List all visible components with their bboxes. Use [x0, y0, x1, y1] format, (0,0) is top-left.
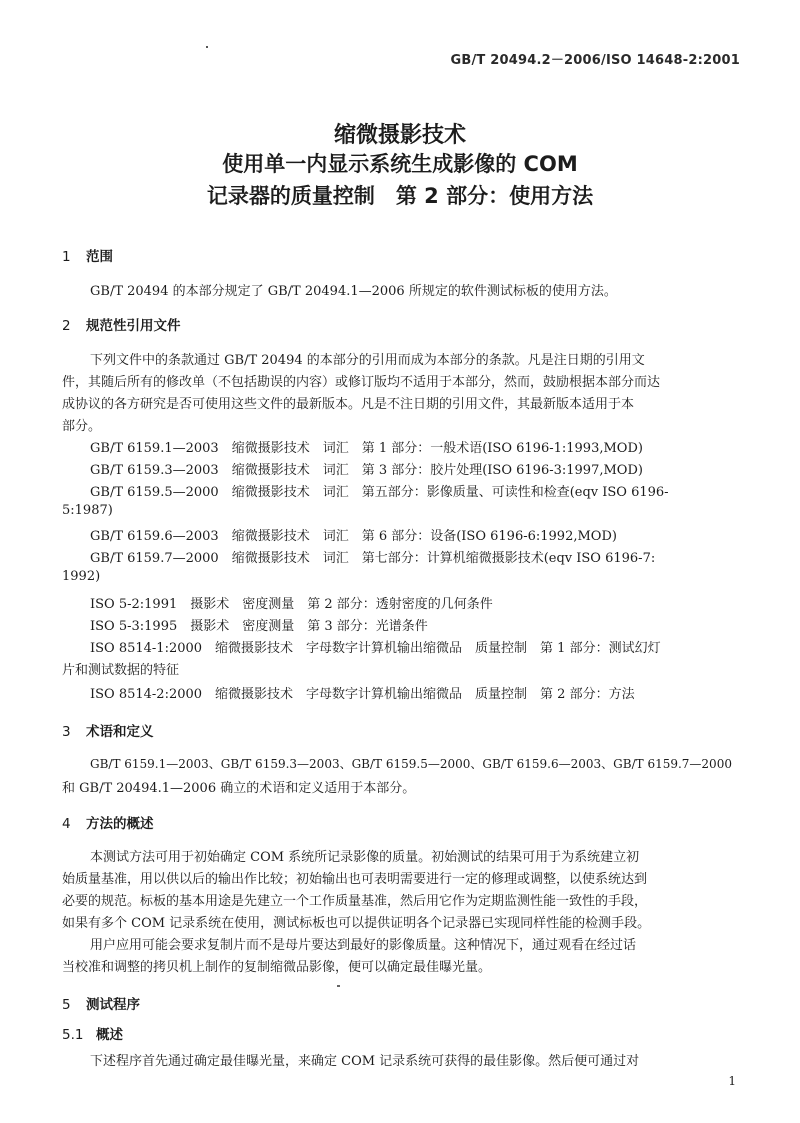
paragraph-line: 下述程序首先通过确定最佳曝光量，来确定 COM 记录系统可获得的最佳影像。然后便可通过对	[90, 1054, 640, 1069]
title-line-3: 记录器的质量控制 第 2 部分：使用方法	[206, 184, 594, 208]
paragraph-line: 件，其随后所有的修改单（不包括勘误的内容）或修订版均不适用于本部分，然而，鼓励根据本部分而达	[62, 375, 661, 390]
section-2-heading: 2 规范性引用文件	[62, 318, 181, 334]
reference-item: GB/T 6159.3—2003 缩微摄影技术 词汇 第 3 部分：胶片处理(ISO 6196-3:1997,MOD)	[90, 463, 643, 478]
section-1-heading: 1 范围	[62, 249, 113, 265]
reference-item: ISO 8514-2:2000 缩微摄影技术 字母数字计算机输出缩微品 质量控制 第 2 部分：方法	[90, 687, 635, 702]
paragraph-line: 和 GB/T 20494.1—2006 确立的术语和定义适用于本部分。	[62, 781, 416, 796]
section-number: 2	[62, 318, 71, 334]
section-number: 3	[62, 724, 71, 740]
scan-speck	[206, 46, 208, 48]
paragraph-line: 下列文件中的条款通过 GB/T 20494 的本部分的引用而成为本部分的条款。凡是注日期的引用文	[90, 353, 645, 368]
reference-item: ISO 8514-1:2000 缩微摄影技术 字母数字计算机输出缩微品 质量控制 第 1 部分：测试幻灯	[90, 641, 661, 656]
page-number: 1	[728, 1074, 736, 1088]
reference-item: ISO 5-2:1991 摄影术 密度测量 第 2 部分：透射密度的几何条件	[90, 597, 493, 612]
paragraph-line: 必要的规范。标板的基本用途是先建立一个工作质量基准，然后用它作为定期监测性能一致性的手段，	[62, 894, 648, 909]
paragraph-line: 当校准和调整的拷贝机上制作的复制缩微品影像，便可以确定最佳曝光量。	[62, 960, 492, 975]
section-4-heading: 4 方法的概述	[62, 816, 154, 832]
reference-item-cont: 片和测试数据的特征	[62, 663, 180, 678]
scan-speck	[337, 985, 340, 987]
reference-item-cont: 5:1987)	[62, 503, 113, 518]
title-line-2: 使用单一内显示系统生成影像的 COM	[222, 152, 578, 176]
paragraph-line: GB/T 6159.1—2003、GB/T 6159.3—2003、GB/T 6159.5—2000、GB/T 6159.6—2003、GB/T 6159.7—2000	[90, 757, 732, 771]
reference-item-cont: 1992)	[62, 569, 101, 584]
reference-item: GB/T 6159.6—2003 缩微摄影技术 词汇 第 6 部分：设备(ISO 6196-6:1992,MOD)	[90, 529, 617, 544]
title-line-1: 缩微摄影技术	[333, 123, 466, 148]
section-number: 5.1	[62, 1027, 84, 1043]
section-number: 4	[62, 816, 71, 832]
paragraph-line: 如果有多个 COM 记录系统在使用，测试标板也可以提供证明各个记录器已实现同样性能的检测手段。	[62, 916, 651, 931]
paragraph-line: 成协议的各方研究是否可使用这些文件的最新版本。凡是不注日期的引用文件，其最新版本适用于本	[62, 397, 635, 412]
reference-item: GB/T 6159.1—2003 缩微摄影技术 词汇 第 1 部分：一般术语(ISO 6196-1:1993,MOD)	[90, 441, 643, 456]
paragraph-line: 本测试方法可用于初始确定 COM 系统所记录影像的质量。初始测试的结果可用于为系统建立初	[90, 850, 640, 865]
reference-item: GB/T 6159.7—2000 缩微摄影技术 词汇 第七部分：计算机缩微摄影技术(eqv ISO 6196-7:	[90, 551, 656, 566]
reference-item: GB/T 6159.5—2000 缩微摄影技术 词汇 第五部分：影像质量、可读性和检查(eqv ISO 6196-	[90, 485, 669, 500]
section-5-1-heading: 5.1 概述	[62, 1027, 123, 1043]
section-1-text: GB/T 20494 的本部分规定了 GB/T 20494.1—2006 所规定的软件测试标板的使用方法。	[90, 284, 617, 299]
paragraph-line: 部分。	[62, 419, 102, 434]
section-number: 1	[62, 249, 71, 265]
standard-number: GB/T 20494.2－2006/ISO 14648-2:2001	[450, 53, 740, 68]
section-5-heading: 5 测试程序	[62, 997, 140, 1013]
reference-item: ISO 5-3:1995 摄影术 密度测量 第 3 部分：光谱条件	[90, 619, 428, 634]
section-3-heading: 3 术语和定义	[62, 724, 154, 740]
section-number: 5	[62, 997, 71, 1013]
paragraph-line: 始质量基准，用以供以后的输出作比较；初始输出也可表明需要进行一定的修理或调整，以使系统达到	[62, 872, 648, 887]
paragraph-line: 用户应用可能会要求复制片而不是母片要达到最好的影像质量。这种情况下，通过观看在经过话	[90, 938, 637, 953]
